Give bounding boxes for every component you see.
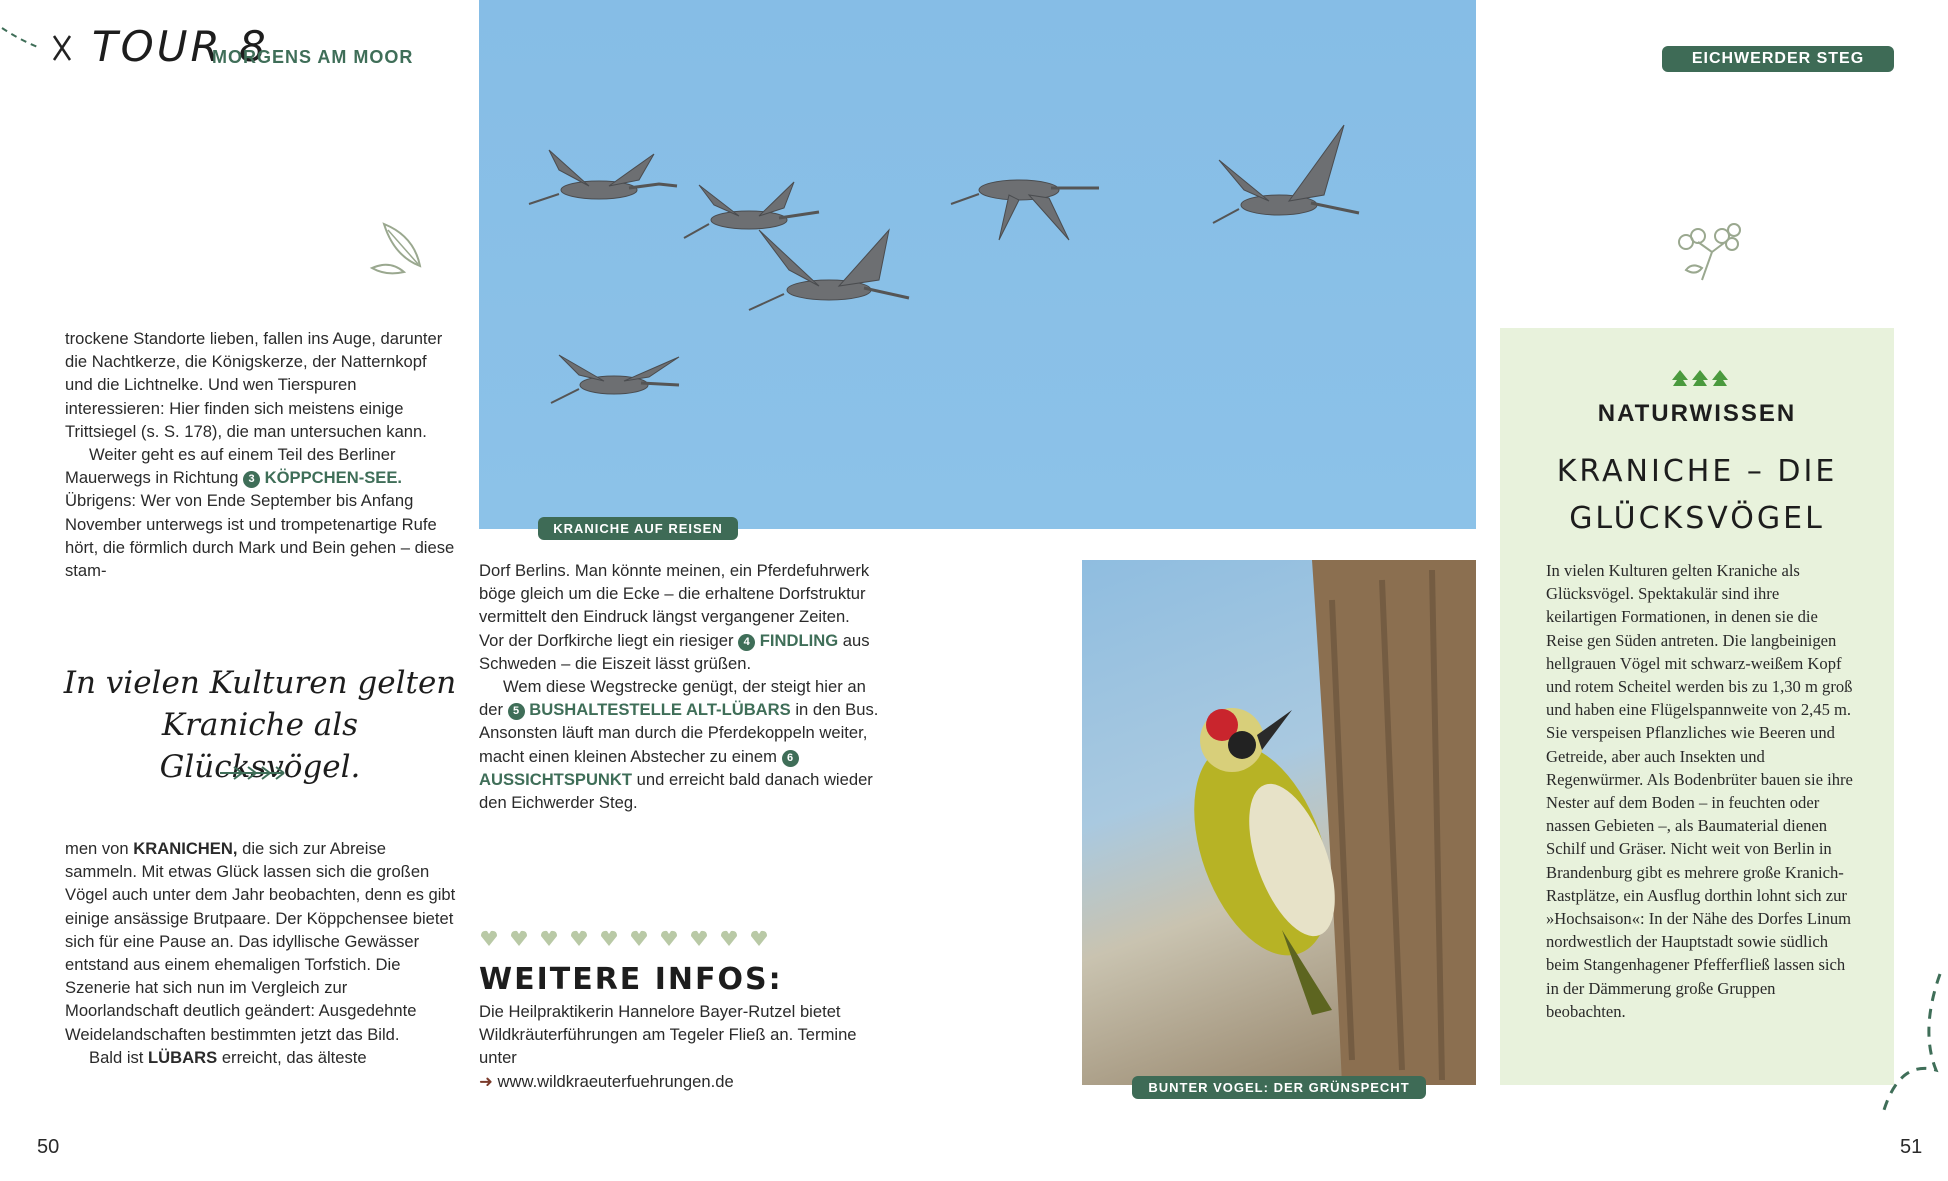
- page-number-right: 51: [1900, 1136, 1923, 1158]
- cranes-photo: [479, 0, 1476, 529]
- place-name: KÖPPCHEN-SEE.: [264, 468, 403, 488]
- text-run: Weiter geht es auf einem Teil des Berliner Mauerwegs in Richtung: [65, 445, 396, 488]
- photo-caption: BUNTER VOGEL: DER GRÜNSPECHT: [1132, 1076, 1426, 1099]
- keyword: LÜBARS: [148, 1047, 218, 1067]
- text-run: erreicht, das älteste: [221, 1047, 367, 1067]
- paragraph: [65, 443, 457, 582]
- keyword: KRANICHEN,: [133, 839, 238, 858]
- infos-body: [479, 1000, 879, 1093]
- paragraph: [65, 837, 457, 1046]
- infos-heading: WEITERE INFOS:: [479, 962, 783, 997]
- paragraph: [479, 559, 879, 675]
- heart-row-icon: [479, 928, 779, 950]
- website-link[interactable]: www.wildkraeuterfuehrungen.de: [497, 1071, 734, 1091]
- box-text: [1546, 559, 1854, 1023]
- dashed-path-icon: [1840, 970, 1948, 1130]
- berry-sprig-icon: [1672, 222, 1752, 286]
- text-run: Bald ist: [89, 1047, 144, 1067]
- crane: [951, 180, 1099, 240]
- crane: [551, 355, 679, 403]
- link-line: [479, 1070, 879, 1093]
- crane: [684, 182, 819, 238]
- route-marker-6: 6: [782, 750, 799, 767]
- arrow-icon: ➜: [479, 1071, 493, 1091]
- route-marker-3: 3: [243, 471, 260, 488]
- leaf-icon: [364, 216, 428, 280]
- text-run: Wem diese Wegstrecke genügt, der steigt hier an der: [479, 677, 866, 720]
- paragraph: In vielen Kulturen gelten Kraniche als Glücksvögel. Spektakulär sind ihre keilartigen Formationen, in denen sie die Reise gen Süden antreten. Die langbeinigen hellgrauen Vögel mit schwarz-weißem Kopf und rotem Scheitel werden bis zu 1,30 m groß und haben eine Flügelspannweite von 2,45 m. Sie verspeisen Pflanzliches wie Beeren und Getreide, aber auch Insekten und Regenwürmer. Als Bodenbrüter bauen sie ihre Nester auf dem Boden – in feuchten oder nassen Gebieten –, als Baumaterial dienen Schilf und Gräser. Nicht weit von Berlin in Brandenburg gibt es mehrere große Kranich-Rastplätze, ein Ausflug dorthin lohnt sich zur »Hochsaison«: In der Nähe des Dorfes Linum nordwestlich der Hauptstadt sowie südlich beim Stangenhagener Pfefferfließ lassen sich in der Dämmerung große Gruppen beobachten.: [1546, 561, 1853, 1021]
- crane: [529, 150, 677, 204]
- page-number-left: 50: [37, 1136, 60, 1158]
- dashed-path-icon: [0, 20, 80, 70]
- woodpecker-photo: [1082, 560, 1476, 1085]
- paragraph: Die Heilpraktikerin Hannelore Bayer-Rutzel bietet Wildkräuterführungen am Tegeler Fließ an. Termine unter: [479, 1002, 857, 1068]
- title-line: KRANICHE – DIE: [1556, 454, 1838, 489]
- place-name: BUSHALTESTELLE ALT-LÜBARS: [529, 700, 791, 720]
- tour-subtitle: MORGENS AM MOOR: [212, 47, 414, 67]
- quote-line: Kraniche als Glücksvögel.: [159, 707, 361, 785]
- title-line: GLÜCKSVÖGEL: [1569, 501, 1825, 536]
- route-marker-4: 4: [738, 634, 755, 651]
- place-name: FINDLING: [759, 630, 839, 650]
- paragraph: [65, 1046, 457, 1069]
- quote-line: In vielen Kulturen gelten: [63, 665, 457, 701]
- arrow-garland-icon: [218, 762, 290, 784]
- route-marker-5: 5: [508, 703, 525, 720]
- box-kicker: NATURWISSEN: [1597, 400, 1797, 427]
- photo-caption: KRANICHE AUF REISEN: [538, 517, 738, 540]
- location-badge: EICHWERDER STEG: [1662, 46, 1894, 72]
- text-run: in den Bus. Ansonsten läuft man durch die Pferdekoppeln weiter, macht einen kleinen Abstecher zu einem: [479, 700, 879, 766]
- left-column-top: [65, 327, 457, 582]
- paragraph: trockene Standorte lieben, fallen ins Auge, darunter die Nachtkerze, die Königskerze, der Natternkopf und die Lichtnelke. Und wen Tierspuren interessieren: Hier finden sich meistens einige Trittsiegel (s. S. 178), die man untersuchen kann.: [65, 329, 443, 441]
- text-run: men von: [65, 839, 129, 858]
- text-run: Dorf Berlins. Man könnte meinen, ein Pferdefuhrwerk böge gleich um die Ecke – die erhaltene Dorfstruktur vermittelt den Eindruck längst vergangener Zeiten. Vor der Dorfkirche liegt ein riesiger: [479, 561, 870, 650]
- text-run: Übrigens: Wer von Ende September bis Anfang November unterwegs ist und trompetenartige Rufe hört, die förmlich durch Mark und Bein gehen – diese stam-: [65, 491, 455, 581]
- crane: [1213, 125, 1359, 223]
- text-run: und erreicht bald danach wieder den Eichwerder Steg.: [479, 769, 873, 813]
- woodpecker-illustration: [1082, 560, 1476, 1085]
- tour-title: TOUR 8: [92, 22, 269, 71]
- tree-trio-icon: [1670, 368, 1730, 390]
- text-run: aus Schweden – die Eiszeit lässt grüßen.: [479, 630, 870, 673]
- left-column-bottom: [65, 837, 457, 1069]
- cranes-illustration: [479, 0, 1476, 529]
- text-run: die sich zur Abreise sammeln. Mit etwas Glück lassen sich die großen Vögel auch unter dem Jahr beobachten, denn es gibt einige ansässige Brutpaare. Der Köppchensee bietet sich für eine Pause an. Das idyllische Gewässer entstand aus einem ehemaligen Torfstich. Die Szenerie hat sich nun im Vergleich zur Moorlandschaft deutlich geändert: Ausgedehnte Weidelandschaften bestimmten jetzt das Bild.: [65, 839, 456, 1044]
- paragraph: [479, 675, 879, 814]
- box-title: [1500, 448, 1894, 542]
- middle-column: [479, 559, 879, 814]
- crane: [749, 230, 909, 310]
- place-name: AUSSICHTSPUNKT: [479, 769, 633, 789]
